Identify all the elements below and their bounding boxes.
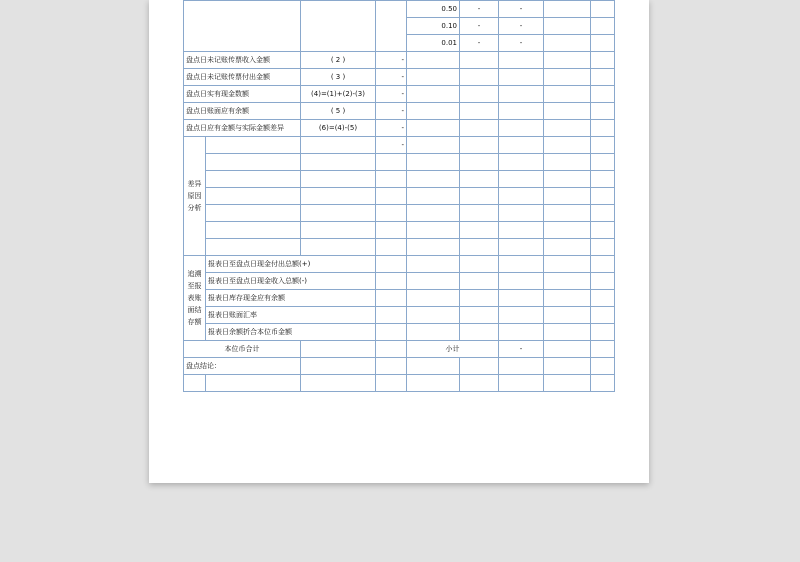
table-row	[184, 290, 615, 307]
row-label: 盘点日实有现金数额	[184, 86, 301, 103]
blank-cell	[376, 1, 407, 52]
table-row	[184, 222, 615, 239]
value-cell: -	[376, 52, 407, 69]
row-formula: ( 2 )	[301, 52, 376, 69]
value-cell: -	[376, 86, 407, 103]
trace-label: 追溯至报表账面结存额	[184, 256, 206, 341]
denomination: 0.10	[407, 18, 460, 35]
table-row	[184, 69, 615, 86]
amount-cell: -	[499, 35, 544, 52]
row-formula: ( 5 )	[301, 103, 376, 120]
denomination: 0.50	[407, 1, 460, 18]
blank-cell	[301, 1, 376, 52]
table-row	[184, 120, 615, 137]
table-row	[184, 188, 615, 205]
table-row	[184, 103, 615, 120]
row-label: 盘点日账面应有余额	[184, 103, 301, 120]
table-row	[184, 358, 615, 375]
trace-item: 报表日至盘点日现金收入总额(-)	[206, 273, 376, 290]
denomination: 0.01	[407, 35, 460, 52]
row-formula: ( 3 )	[301, 69, 376, 86]
table-row	[184, 273, 615, 290]
amount-cell: -	[499, 1, 544, 18]
row-formula: (6)=(4)-(5)	[301, 120, 376, 137]
trace-item: 报表日账面汇率	[206, 307, 376, 324]
table-row	[184, 86, 615, 103]
row-label: 盘点日应有金额与实际金额差异	[184, 120, 301, 137]
blank-cell	[184, 1, 301, 52]
value-cell: -	[376, 137, 407, 154]
table-row	[184, 137, 615, 154]
table-row	[184, 52, 615, 69]
table-row	[184, 375, 615, 392]
count-cell: -	[460, 1, 499, 18]
count-cell: -	[460, 18, 499, 35]
amount-cell: -	[499, 18, 544, 35]
value-cell: -	[376, 103, 407, 120]
cash-count-sheet	[183, 0, 615, 392]
total-label: 本位币合计	[184, 341, 301, 358]
diff-analysis-label: 差异原因分析	[184, 137, 206, 256]
table-row	[184, 171, 615, 188]
trace-item: 报表日余额折合本位币金额	[206, 324, 376, 341]
value-cell: -	[376, 69, 407, 86]
table-row	[184, 1, 615, 18]
conclusion-label: 盘点结论：	[184, 358, 301, 375]
table-row	[184, 324, 615, 341]
trace-item: 报表日至盘点日现金付出总额(+)	[206, 256, 376, 273]
table-row	[184, 307, 615, 324]
table-row	[184, 341, 615, 358]
row-label: 盘点日未记账传票付出金额	[184, 69, 301, 86]
row-label: 盘点日未记账传票收入金额	[184, 52, 301, 69]
table-row	[184, 205, 615, 222]
row-formula: (4)=(1)+(2)-(3)	[301, 86, 376, 103]
subtotal-value: -	[499, 341, 544, 358]
trace-item: 报表日库存现金应有余额	[206, 290, 376, 307]
table-row	[184, 239, 615, 256]
table-row	[184, 154, 615, 171]
subtotal-label: 小计	[407, 341, 499, 358]
count-cell: -	[460, 35, 499, 52]
value-cell: -	[376, 120, 407, 137]
table-row	[184, 256, 615, 273]
